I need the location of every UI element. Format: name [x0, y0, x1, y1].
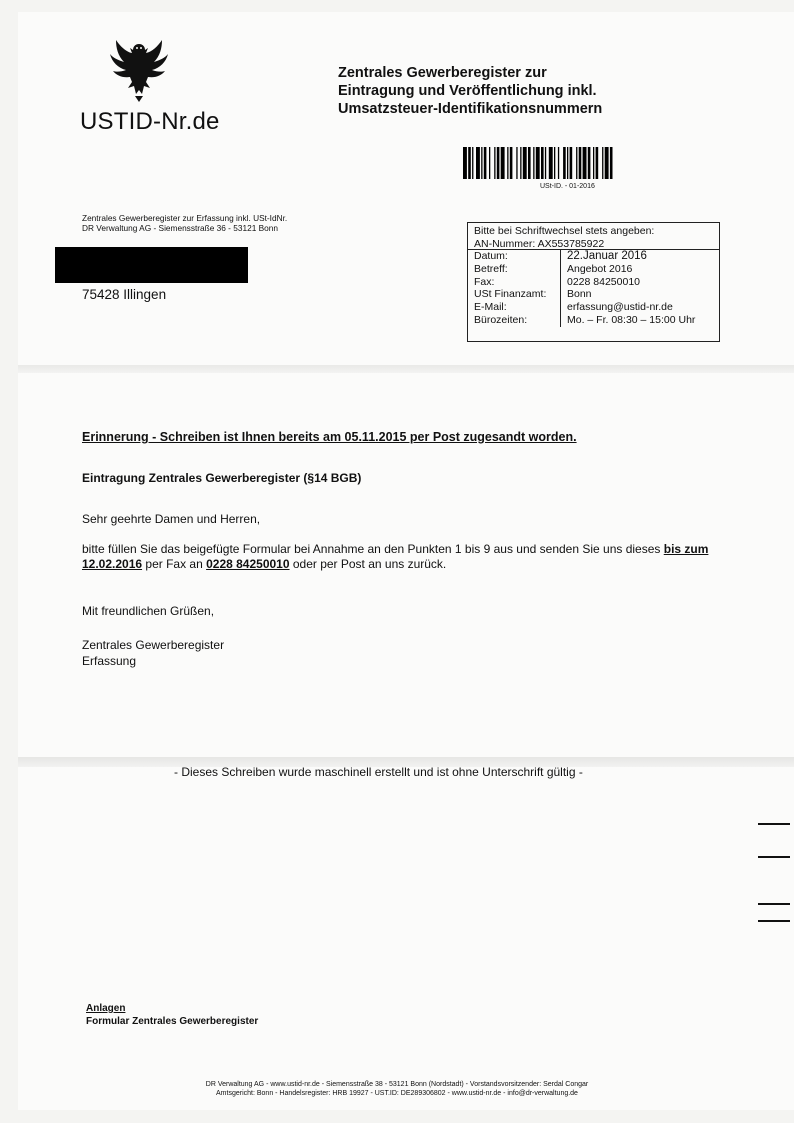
barcode-bar — [528, 147, 531, 179]
infobox-row — [468, 314, 719, 327]
barcode-bar — [549, 147, 553, 179]
body-text-part: per Fax an — [142, 557, 207, 571]
sender-address — [82, 213, 287, 233]
barcode-bar — [602, 147, 603, 179]
infobox-table — [468, 250, 719, 327]
logo-text: USTID-Nr.de — [80, 108, 220, 135]
footer-line: Amtsgericht: Bonn - Handelsregister: HRB 19927 - UST.ID: DE289306802 - www.ustid-nr.de - info@dr-verwaltung.de — [216, 1090, 578, 1097]
barcode-bar — [497, 147, 500, 179]
barcode — [463, 147, 715, 179]
salutation: Sehr geehrte Damen und Herren, — [82, 512, 261, 526]
header-title-line: Eintragung und Veröffentlichung inkl. — [338, 83, 597, 99]
signature-block — [82, 637, 224, 669]
barcode-bar — [576, 147, 577, 179]
redacted-recipient-name — [55, 247, 248, 283]
body-text-part: oder per Post an uns zurück. — [289, 557, 447, 571]
infobox-key: Bürozeiten: — [468, 314, 561, 327]
attachment-item: Formular Zentrales Gewerberegister — [86, 1016, 259, 1027]
infobox-an-number: AN-Nummer: AX553785922 — [474, 238, 605, 250]
barcode-bar — [533, 147, 534, 179]
barcode-bar — [468, 147, 471, 179]
signature-line: Erfassung — [82, 654, 137, 668]
letter-body — [82, 542, 722, 572]
header-title — [338, 64, 658, 118]
barcode-bar — [605, 147, 609, 179]
reminder-heading: Erinnerung - Schreiben ist Ihnen bereits am 05.11.2015 per Post zugesandt worden. — [82, 430, 577, 444]
barcode-bar — [558, 147, 559, 179]
deadline-date: bis zum 12.02.2016 — [82, 542, 709, 571]
barcode-bar — [476, 147, 480, 179]
closing: Mit freundlichen Grüßen, — [82, 604, 215, 618]
barcode-bar — [507, 147, 508, 179]
barcode-bar — [593, 147, 594, 179]
infobox-value: Bonn — [567, 288, 592, 301]
infobox-key: Datum: — [468, 250, 561, 263]
infobox-notice: Bitte bei Schriftwechsel stets angeben: — [474, 225, 655, 237]
barcode-bar — [563, 147, 566, 179]
barcode-bar — [588, 147, 591, 179]
barcode-bar — [481, 147, 482, 179]
barcode-bar — [516, 147, 517, 179]
infobox-value: Angebot 2016 — [567, 262, 633, 275]
barcode-bar — [554, 147, 555, 179]
fax-number: 0228 84250010 — [206, 557, 290, 571]
barcode-bar — [510, 147, 513, 179]
barcode-bar — [570, 147, 573, 179]
barcode-bar — [494, 147, 495, 179]
infobox-key: E-Mail: — [468, 301, 561, 314]
barcode-bar — [501, 147, 505, 179]
machine-generated-note: - Dieses Schreiben wurde maschinell erstellt und ist ohne Unterschrift gültig - — [174, 765, 583, 779]
sender-line: DR Verwaltung AG - Siemensstraße 36 - 53121 Bonn — [82, 223, 279, 233]
recipient-city: 75428 Illingen — [82, 287, 167, 302]
barcode-bar — [489, 147, 490, 179]
sender-line: Zentrales Gewerberegister zur Erfassung inkl. USt-IdNr. — [82, 213, 288, 223]
barcode-bar — [579, 147, 582, 179]
body-text-part: bitte füllen Sie das beigefügte Formular bei Annahme an den Punkten 1 bis 9 aus und senden Sie uns dieses — [82, 542, 664, 556]
signature-line: Zentrales Gewerberegister — [82, 638, 225, 652]
infobox-value: Mo. – Fr. 08:30 – 15:00 Uhr — [567, 313, 696, 326]
infobox-header — [468, 223, 719, 250]
infobox-row — [468, 288, 719, 301]
barcode-bar — [596, 147, 599, 179]
fold-mark — [758, 920, 790, 922]
barcode-bar — [610, 147, 613, 179]
footer — [0, 1080, 794, 1098]
infobox-value: 22.Januar 2016 — [567, 250, 647, 262]
infobox-key: Betreff: — [468, 263, 561, 276]
infobox-value: erfassung@ustid-nr.de — [567, 301, 673, 314]
infobox-key: Fax: — [468, 276, 561, 289]
letter-subject: Eintragung Zentrales Gewerberegister (§14 BGB) — [82, 471, 362, 485]
barcode-bar — [567, 147, 568, 179]
footer-line: DR Verwaltung AG - www.ustid-nr.de - Siemensstraße 38 - 53121 Bonn (Nordstadt) - Vorstandsvorsitzender: Serdal Congar — [205, 1081, 589, 1088]
fold-mark — [758, 823, 790, 825]
infobox-row — [468, 263, 719, 276]
reference-infobox — [467, 222, 720, 342]
barcode-caption: USt-ID. - 01-2016 — [540, 183, 595, 190]
infobox-key: USt Finanzamt: — [468, 288, 561, 301]
infobox-row — [468, 276, 719, 289]
eagle-icon — [108, 36, 170, 102]
barcode-bar — [523, 147, 527, 179]
barcode-bar — [545, 147, 546, 179]
barcode-bar — [484, 147, 487, 179]
barcode-bar — [472, 147, 473, 179]
header-title-line: Zentrales Gewerberegister zur — [338, 65, 547, 81]
barcode-bar — [520, 147, 521, 179]
infobox-row — [468, 301, 719, 314]
infobox-value: 0228 84250010 — [567, 275, 640, 288]
header-title-line: Umsatzsteuer-Identifikationsnummern — [338, 101, 603, 117]
fold-mark — [758, 903, 790, 905]
infobox-row — [468, 250, 719, 263]
barcode-bar — [463, 147, 467, 179]
barcode-bar — [583, 147, 587, 179]
paper-fold — [18, 365, 794, 373]
attachments-title: Anlagen — [86, 1003, 126, 1014]
barcode-bar — [541, 147, 544, 179]
barcode-bar — [536, 147, 540, 179]
fold-mark — [758, 856, 790, 858]
